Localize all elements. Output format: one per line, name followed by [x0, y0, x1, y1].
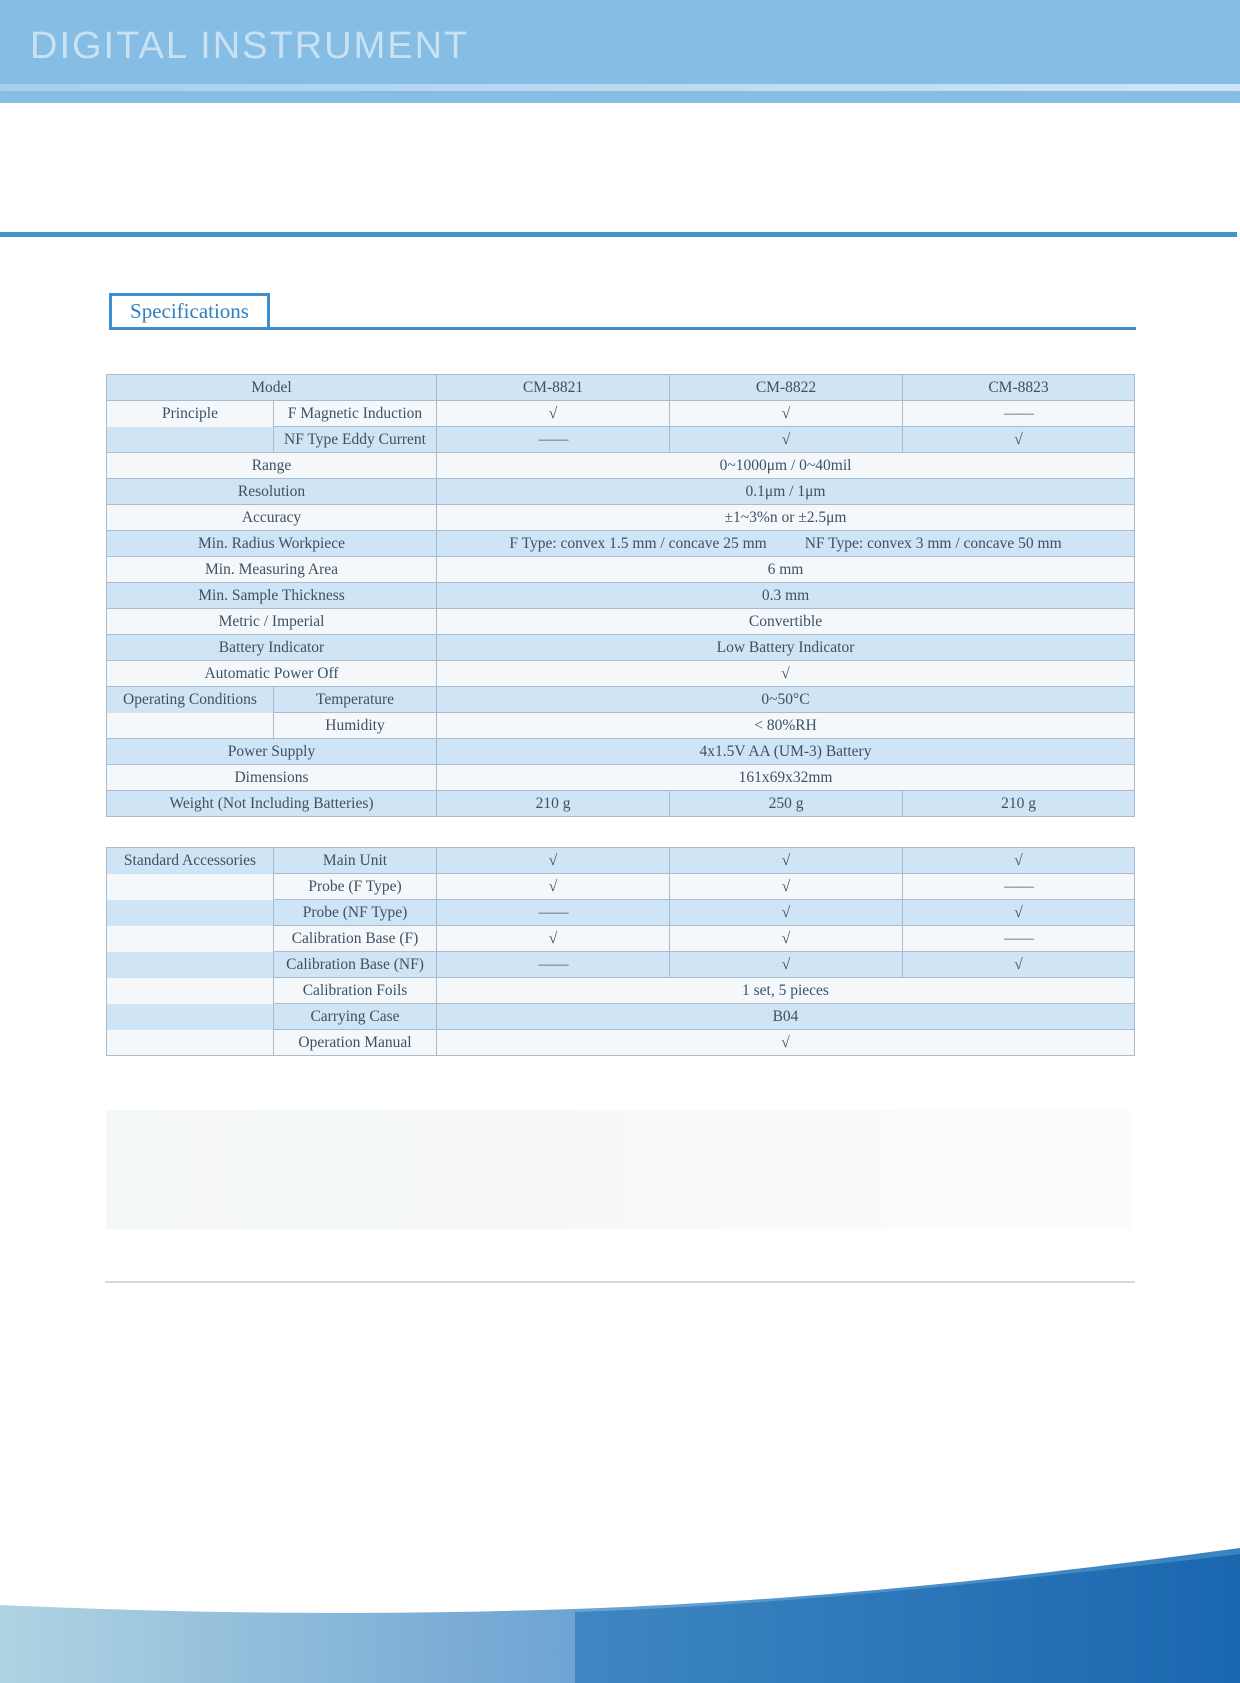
table-row — [107, 926, 1135, 952]
table-row — [107, 531, 1135, 557]
row-label: Min. Measuring Area — [107, 557, 437, 583]
table-row — [107, 765, 1135, 791]
row-sublabel: Operation Manual — [274, 1030, 437, 1056]
cell-value: Low Battery Indicator — [437, 635, 1135, 661]
row-label: Min. Radius Workpiece — [107, 531, 437, 557]
cell-value: √ — [670, 874, 903, 900]
header-band — [0, 0, 1240, 103]
row-label — [107, 926, 274, 952]
table-row — [107, 848, 1135, 874]
cell-value: 6 mm — [437, 557, 1135, 583]
cell-value: ±1~3%n or ±2.5μm — [437, 505, 1135, 531]
cell-value: 0~1000μm / 0~40mil — [437, 453, 1135, 479]
row-label — [107, 978, 274, 1004]
column-header-cm8821: CM-8821 — [437, 375, 670, 401]
row-label: Power Supply — [107, 739, 437, 765]
table-row — [107, 687, 1135, 713]
row-label: Weight (Not Including Batteries) — [107, 791, 437, 817]
table-row — [107, 583, 1135, 609]
footer-wave-graphic — [0, 1400, 1240, 1683]
cell-value: √ — [437, 874, 670, 900]
table-row — [107, 609, 1135, 635]
table-row — [107, 635, 1135, 661]
cell-value — [437, 531, 1135, 557]
header-stripe — [0, 84, 1240, 91]
table-row — [107, 1004, 1135, 1030]
cell-value: 210 g — [903, 791, 1135, 817]
table-row — [107, 401, 1135, 427]
cell-value: —— — [437, 952, 670, 978]
row-sublabel: Probe (F Type) — [274, 874, 437, 900]
accessories-table — [106, 847, 1135, 1056]
cell-value: √ — [670, 952, 903, 978]
row-label — [107, 713, 274, 739]
specifications-tab-label: Specifications — [130, 299, 249, 323]
cell-value: √ — [437, 926, 670, 952]
cell-value: —— — [437, 427, 670, 453]
specifications-header — [109, 293, 1136, 330]
row-sublabel: F Magnetic Induction — [274, 401, 437, 427]
row-label: Resolution — [107, 479, 437, 505]
table-row — [107, 375, 1135, 401]
row-label: Standard Accessories — [107, 848, 274, 874]
cell-value: 0.3 mm — [437, 583, 1135, 609]
row-label — [107, 900, 274, 926]
row-label — [107, 952, 274, 978]
cell-value: —— — [903, 926, 1135, 952]
row-label: Min. Sample Thickness — [107, 583, 437, 609]
cell-value: < 80%RH — [437, 713, 1135, 739]
column-header-cm8822: CM-8822 — [670, 375, 903, 401]
cell-value: 0~50°C — [437, 687, 1135, 713]
row-label — [107, 1004, 274, 1030]
cell-value: √ — [670, 401, 903, 427]
cell-value: B04 — [437, 1004, 1135, 1030]
table-row — [107, 661, 1135, 687]
row-label: Metric / Imperial — [107, 609, 437, 635]
cell-value: 250 g — [670, 791, 903, 817]
row-label: Range — [107, 453, 437, 479]
footer-wave-dark — [575, 1554, 1240, 1683]
table-row — [107, 739, 1135, 765]
table-row — [107, 505, 1135, 531]
row-sublabel: NF Type Eddy Current — [274, 427, 437, 453]
cell-value: 0.1μm / 1μm — [437, 479, 1135, 505]
cell-value: √ — [903, 900, 1135, 926]
cell-value: √ — [903, 427, 1135, 453]
page-title: DIGITAL INSTRUMENT — [30, 25, 470, 67]
row-label — [107, 874, 274, 900]
table-row — [107, 900, 1135, 926]
cell-value: √ — [903, 848, 1135, 874]
cell-value: 210 g — [437, 791, 670, 817]
row-sublabel: Calibration Base (NF) — [274, 952, 437, 978]
cell-value: √ — [670, 848, 903, 874]
specifications-tab — [109, 293, 270, 330]
spec-table — [106, 374, 1135, 817]
cell-value: √ — [437, 1030, 1135, 1056]
row-label — [107, 1030, 274, 1056]
cell-value: √ — [670, 926, 903, 952]
cell-value: √ — [437, 401, 670, 427]
row-sublabel: Calibration Base (F) — [274, 926, 437, 952]
table-row — [107, 713, 1135, 739]
table-row — [107, 874, 1135, 900]
faded-image-placeholder — [106, 1110, 1132, 1229]
cell-value: √ — [670, 427, 903, 453]
row-sublabel: Calibration Foils — [274, 978, 437, 1004]
table-row — [107, 978, 1135, 1004]
row-sublabel: Humidity — [274, 713, 437, 739]
table-row — [107, 557, 1135, 583]
cell-value: 1 set, 5 pieces — [437, 978, 1135, 1004]
row-sublabel: Probe (NF Type) — [274, 900, 437, 926]
cell-value: √ — [437, 848, 670, 874]
nf-type-radius: NF Type: convex 3 mm / concave 50 mm — [804, 534, 1062, 552]
header-divider-line — [0, 232, 1237, 237]
row-sublabel: Temperature — [274, 687, 437, 713]
row-label — [107, 427, 274, 453]
cell-value: —— — [903, 874, 1135, 900]
row-label: Operating Conditions — [107, 687, 274, 713]
row-label: Dimensions — [107, 765, 437, 791]
table-row — [107, 952, 1135, 978]
cell-value: 161x69x32mm — [437, 765, 1135, 791]
cell-value: Convertible — [437, 609, 1135, 635]
cell-value: √ — [903, 952, 1135, 978]
row-label: Principle — [107, 401, 274, 427]
cell-value: —— — [903, 401, 1135, 427]
row-label: Battery Indicator — [107, 635, 437, 661]
cell-value: √ — [670, 900, 903, 926]
table-row — [107, 1030, 1135, 1056]
table-row — [107, 791, 1135, 817]
f-type-radius: F Type: convex 1.5 mm / concave 25 mm — [509, 534, 767, 552]
cell-value: √ — [437, 661, 1135, 687]
table-row — [107, 453, 1135, 479]
row-label: Accuracy — [107, 505, 437, 531]
table-row — [107, 479, 1135, 505]
row-sublabel: Main Unit — [274, 848, 437, 874]
cell-value: —— — [437, 900, 670, 926]
cell-value: 4x1.5V AA (UM-3) Battery — [437, 739, 1135, 765]
row-sublabel: Carrying Case — [274, 1004, 437, 1030]
bottom-divider-line — [105, 1281, 1135, 1283]
column-header-cm8823: CM-8823 — [903, 375, 1135, 401]
table-row — [107, 427, 1135, 453]
row-label: Automatic Power Off — [107, 661, 437, 687]
column-header-model: Model — [107, 375, 437, 401]
